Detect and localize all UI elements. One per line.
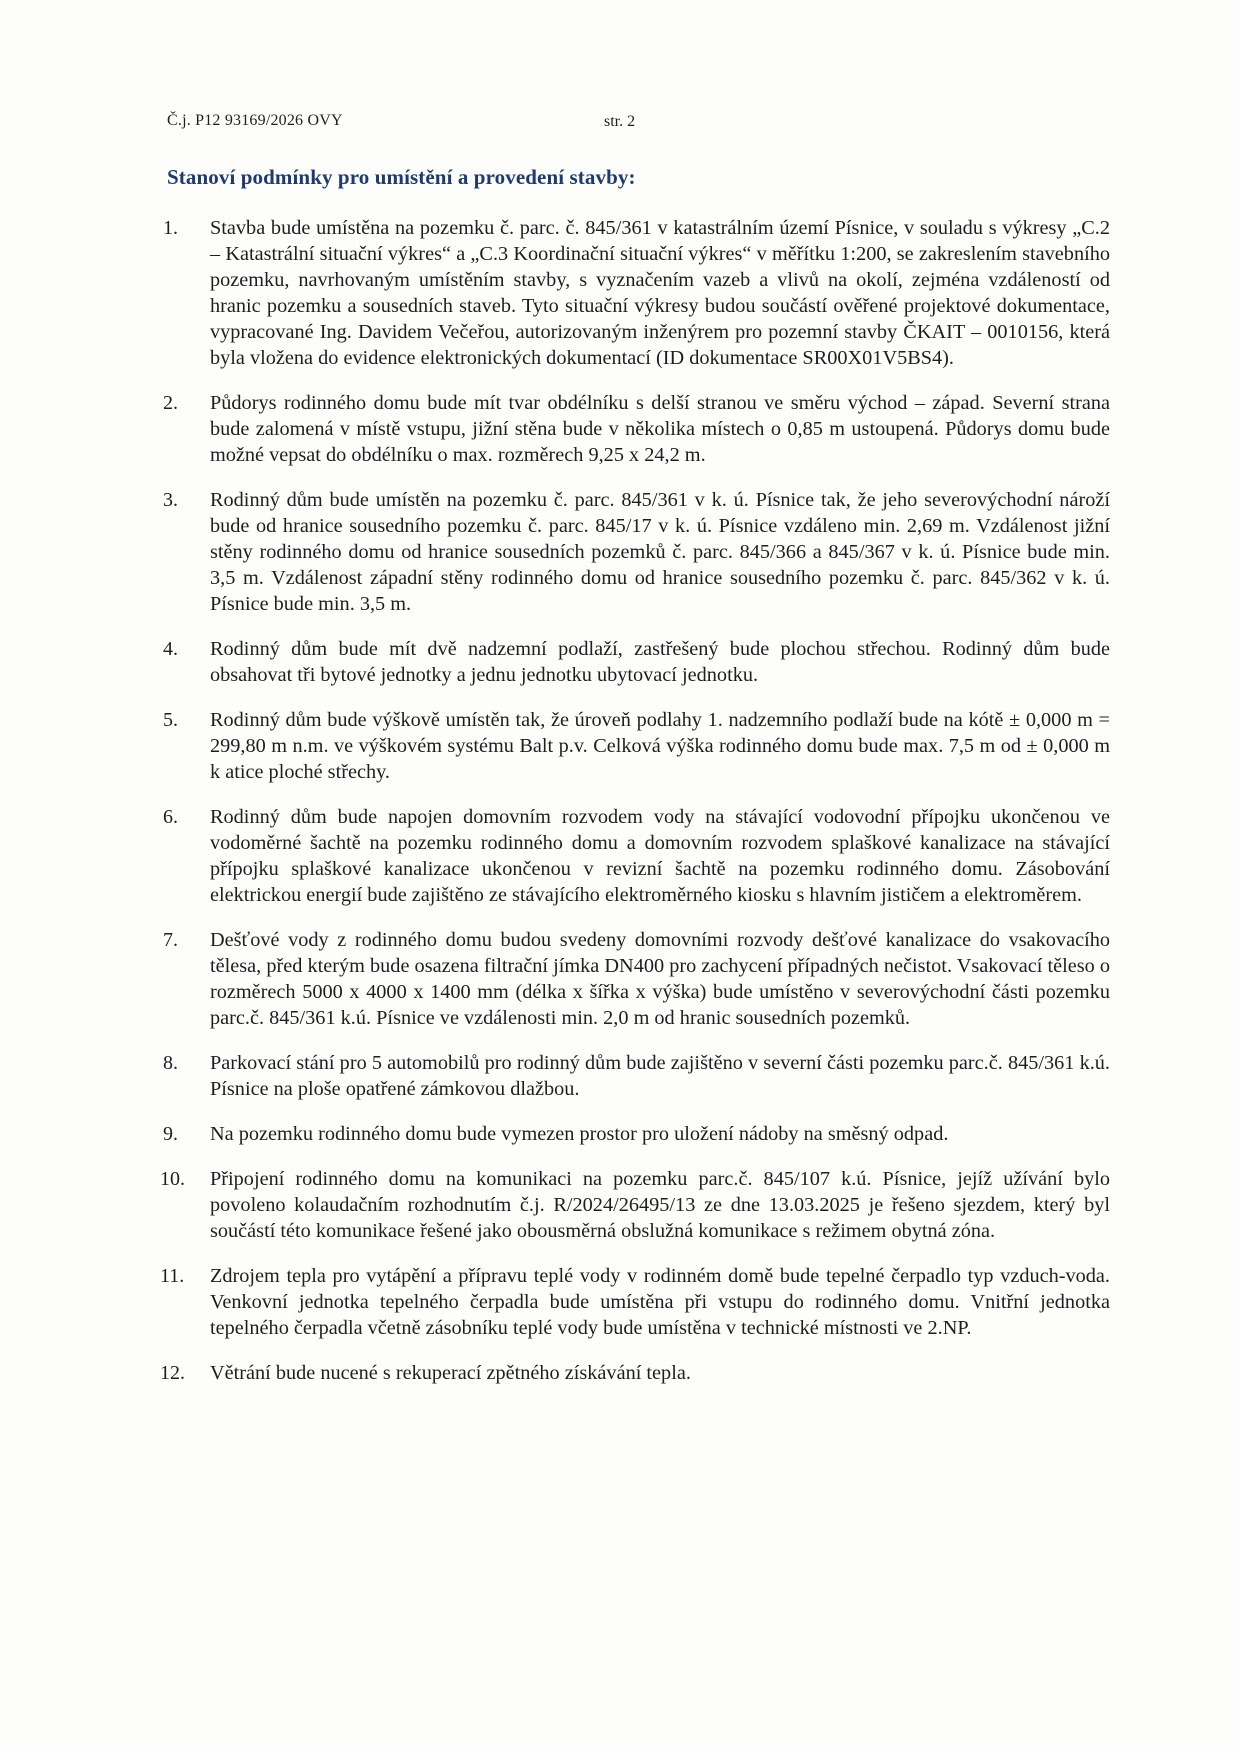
- condition-item: [160, 707, 1110, 785]
- page-number: str. 2: [604, 113, 636, 130]
- condition-number: 11.: [160, 1265, 185, 1287]
- section-heading: Stanoví podmínky pro umístění a provedení stavby:: [167, 165, 636, 189]
- condition-number: 12.: [160, 1362, 185, 1384]
- condition-item: [160, 390, 1110, 468]
- condition-text: Dešťové vody z rodinného domu budou svedeny domovními rozvody dešťové kanalizace do vsakovacího tělesa, před kterým bude osazena filtrační jímka DN400 pro zachycení případných nečistot. Vsakovací těleso o rozměrech 5000 x 4000 x 1400 mm (délka x šířka x výška) bude umístěno v severovýchodní části pozemku parc.č. 845/361 k.ú. Písnice ve vzdálenosti min. 2,0 m od hranic sousedních pozemků.: [210, 929, 1110, 1029]
- condition-text: Stavba bude umístěna na pozemku č. parc. č. 845/361 v katastrálním území Písnice, v souladu s výkresy „C.2 – Katastrální situační výkres“ a „C.3 Koordinační situační výkres“ v měřítku 1:200, se zakreslením stavebního pozemku, navrhovaným umístěním stavby, s vyznačením vazeb a vlivů na okolí, zejména vzdáleností od hranic pozemku a sousedních staveb. Tyto situační výkresy budou součástí ověřené projektové dokumentace, vypracované Ing. Davidem Večeřou, autorizovaným inženýrem pro pozemní stavby ČKAIT – 0010156, která byla vložena do evidence elektronických dokumentací (ID dokumentace SR00X01V5BS4).: [210, 217, 1110, 369]
- condition-number: 7.: [163, 929, 178, 951]
- condition-text: Rodinný dům bude výškově umístěn tak, že úroveň podlahy 1. nadzemního podlaží bude na kótě ± 0,000 m = 299,80 m n.m. ve výškovém systému Balt p.v. Celková výška rodinného domu bude max. 7,5 m od ± 0,000 m k atice ploché střechy.: [210, 709, 1110, 783]
- condition-number: 10.: [160, 1168, 185, 1190]
- condition-text: Rodinný dům bude napojen domovním rozvodem vody na stávající vodovodní přípojku ukončenou ve vodoměrné šachtě na pozemku rodinného domu a domovním rozvodem splaškové kanalizace na stávající přípojku splaškové kanalizace ukončenou v revizní šachtě na pozemku rodinného domu. Zásobování elektrickou energií bude zajištěno ze stávajícího elektroměrného kiosku s hlavním jističem a elektroměrem.: [210, 806, 1110, 906]
- condition-number: 8.: [163, 1052, 178, 1074]
- reference-number: Č.j. P12 93169/2026 OVY: [167, 112, 343, 129]
- condition-text: Rodinný dům bude mít dvě nadzemní podlaží, zastřešený bude plochou střechou. Rodinný dům bude obsahovat tři bytové jednotky a jednu jednotku ubytovací jednotku.: [210, 638, 1110, 686]
- condition-number: 6.: [163, 806, 178, 828]
- condition-item: [160, 487, 1110, 617]
- condition-item: [160, 1360, 1110, 1386]
- condition-text: Na pozemku rodinného domu bude vymezen prostor pro uložení nádoby na směsný odpad.: [210, 1123, 949, 1145]
- condition-number: 3.: [163, 489, 178, 511]
- condition-text: Větrání bude nucené s rekuperací zpětného získávání tepla.: [210, 1362, 691, 1384]
- condition-item: [160, 215, 1110, 371]
- condition-item: [160, 927, 1110, 1031]
- conditions-list: [160, 215, 1110, 1405]
- condition-text: Zdrojem tepla pro vytápění a přípravu teplé vody v rodinném domě bude tepelné čerpadlo typ vzduch-voda. Venkovní jednotka tepelného čerpadla bude umístěna při vstupu do rodinného domu. Vnitřní jednotka tepelného čerpadla včetně zásobníku teplé vody bude umístěna v technické místnosti ve 2.NP.: [210, 1265, 1110, 1339]
- condition-text: Připojení rodinného domu na komunikaci na pozemku parc.č. 845/107 k.ú. Písnice, jejíž užívání bylo povoleno kolaudačním rozhodnutím č.j. R/2024/26495/13 ze dne 13.03.2025 je řešeno sjezdem, který byl součástí této komunikace řešené jako obousměrná obslužná komunikace s režimem obytná zóna.: [210, 1168, 1110, 1242]
- condition-text: Rodinný dům bude umístěn na pozemku č. parc. 845/361 v k. ú. Písnice tak, že jeho severovýchodní nároží bude od hranice sousedního pozemku č. parc. 845/17 v k. ú. Písnice vzdáleno min. 2,69 m. Vzdálenost jižní stěny rodinného domu od hranice sousedních pozemků č. parc. 845/366 a 845/367 v k. ú. Písnice bude min. 3,5 m. Vzdálenost západní stěny rodinného domu od hranice sousedního pozemku č. parc. 845/362 v k. ú. Písnice bude min. 3,5 m.: [210, 489, 1110, 615]
- condition-text: Parkovací stání pro 5 automobilů pro rodinný dům bude zajištěno v severní části pozemku parc.č. 845/361 k.ú. Písnice na ploše opatřené zámkovou dlažbou.: [210, 1052, 1110, 1100]
- condition-number: 1.: [163, 217, 178, 239]
- condition-item: [160, 1166, 1110, 1244]
- condition-item: [160, 1050, 1110, 1102]
- condition-number: 9.: [163, 1123, 178, 1145]
- condition-item: [160, 1121, 1110, 1147]
- condition-text: Půdorys rodinného domu bude mít tvar obdélníku s delší stranou ve směru východ – západ. Severní strana bude zalomená v místě vstupu, jižní stěna bude v několika místech o 0,85 m ustoupená. Půdorys domu bude možné vepsat do obdélníku o max. rozměrech 9,25 x 24,2 m.: [210, 392, 1110, 466]
- condition-item: [160, 1263, 1110, 1341]
- condition-number: 2.: [163, 392, 178, 414]
- condition-number: 5.: [163, 709, 178, 731]
- condition-number: 4.: [163, 638, 178, 660]
- condition-item: [160, 804, 1110, 908]
- condition-item: [160, 636, 1110, 688]
